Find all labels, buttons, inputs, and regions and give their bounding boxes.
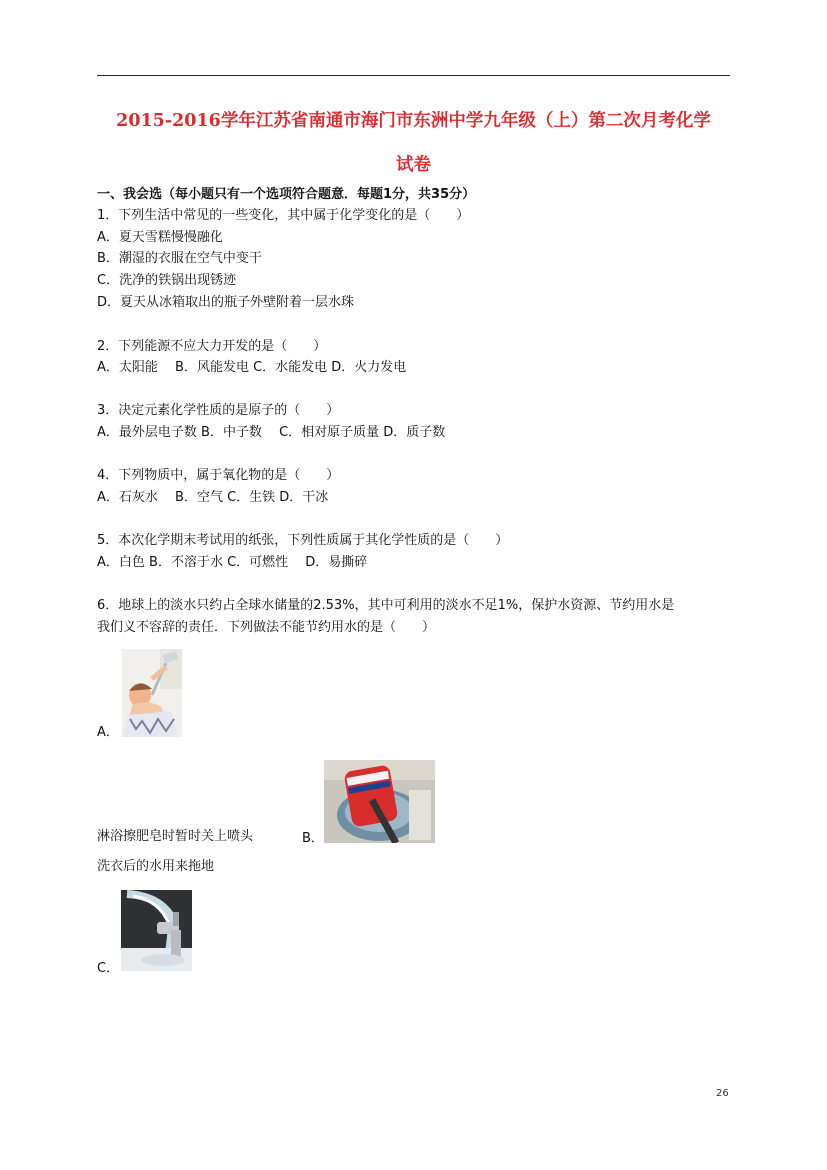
header-rule [97, 75, 730, 76]
mop-bucket-photo [324, 760, 435, 843]
exam-title-line1: 2015-2016学年江苏省南通市海门市东洲中学九年级（上）第二次月考化学 [116, 111, 711, 131]
shower-photo [122, 649, 182, 737]
question-1-stem: 1．下列生活中常见的一些变化，其中属于化学变化的是（ ） [97, 208, 470, 223]
question-6-stem-line2: 我们义不容辞的责任．下列做法不能节约用水的是（ ） [97, 620, 436, 635]
question-6-stem-line1: 6．地球上的淡水只约占全球水储量的2.53%，其中可利用的淡水不足1%，保护水资源、节约用水是 [97, 598, 675, 613]
question-2-stem: 2．下列能源不应大力开发的是（ ） [97, 339, 327, 354]
question-6-option-a-text: 淋浴擦肥皂时暂时关上喷头 [97, 829, 254, 844]
question-1-option-a: A．夏天雪糕慢慢融化 [97, 230, 223, 245]
question-6-option-c-label: C． [97, 961, 120, 976]
exam-title-line2: 试卷 [396, 155, 431, 175]
question-1-option-b: B．潮湿的衣服在空气中变干 [97, 251, 262, 266]
question-4-stem: 4．下列物质中，属于氧化物的是（ ） [97, 468, 340, 483]
question-5-stem: 5．本次化学期末考试用的纸张，下列性质属于其化学性质的是（ ） [97, 533, 509, 548]
question-1-option-c: C．洗净的铁锅出现锈迹 [97, 273, 237, 288]
question-4-options: A．石灰水 B．空气 C．生铁 D．干冰 [97, 490, 329, 505]
page-number: 26 [716, 1088, 729, 1099]
question-6-option-b-text: 洗衣后的水用来拖地 [97, 859, 215, 874]
question-6-option-b-label: B． [302, 831, 324, 846]
question-1-option-d: D．夏天从冰箱取出的瓶子外壁附着一层水珠 [97, 295, 355, 310]
faucet-photo [121, 890, 192, 971]
question-3-stem: 3．决定元素化学性质的是原子的（ ） [97, 403, 340, 418]
question-2-options: A．太阳能 B．风能发电 C．水能发电 D．火力发电 [97, 360, 407, 375]
question-5-options: A．白色 B．不溶于水 C．可燃性 D．易撕碎 [97, 555, 368, 570]
question-3-options: A．最外层电子数 B．中子数 C．相对原子质量 D．质子数 [97, 425, 446, 440]
question-6-option-a-label: A． [97, 725, 119, 740]
section-heading: 一、我会选（每小题只有一个选项符合题意．每题1分，共35分） [97, 187, 476, 202]
